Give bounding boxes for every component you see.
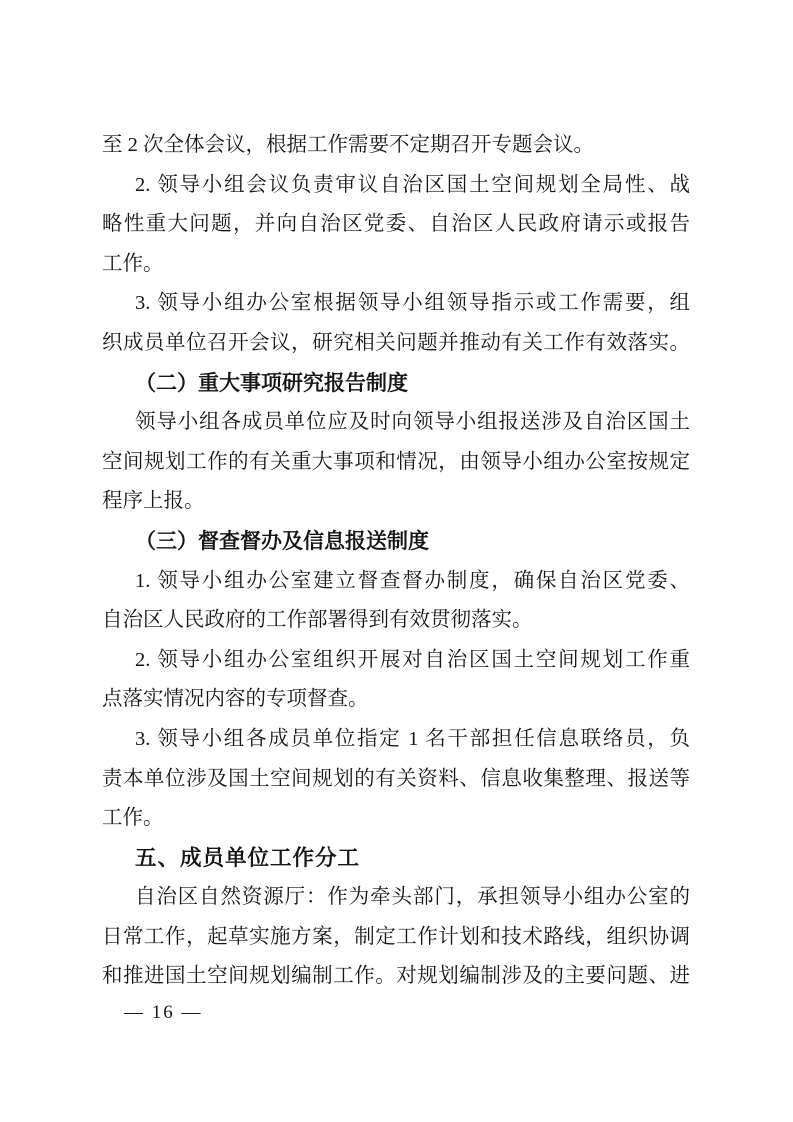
body-text-line: 和推进国土空间规划编制工作。对规划编制涉及的主要问题、进: [102, 965, 690, 988]
body-text-line: 点落实情况内容的专项督查。: [102, 688, 369, 711]
body-text-line: 织成员单位召开会议，研究相关问题并推动有关工作有效落实。: [102, 331, 690, 354]
body-text-line: 程序上报。: [102, 490, 205, 513]
body-text-line: 责本单位涉及国土空间规划的有关资料、信息收集整理、报送等: [102, 767, 690, 790]
document-body: [102, 126, 690, 997]
body-text-line: 2. 领导小组会议负责审议自治区国土空间规划全局性、战: [135, 173, 690, 196]
body-text-line: 3. 领导小组各成员单位指定 1 名干部担任信息联络员，负: [135, 727, 690, 750]
body-text-line: 工作。: [102, 807, 164, 830]
body-text-line: 日常工作，起草实施方案，制定工作计划和技术路线，组织协调: [102, 925, 690, 948]
section-heading-5: 五、成员单位工作分工: [135, 845, 361, 870]
body-text-line: 自治区人民政府的工作部署得到有效贯彻落实。: [102, 609, 533, 632]
page-number: — 16 —: [124, 1002, 203, 1023]
body-text-line: 3. 领导小组办公室根据领导小组领导指示或工作需要，组: [135, 292, 690, 315]
body-text-line: 1. 领导小组办公室建立督查督办制度，确保自治区党委、: [135, 569, 690, 592]
body-text-line: 领导小组各成员单位应及时向领导小组报送涉及自治区国土: [135, 411, 690, 434]
body-text-line: 空间规划工作的有关重大事项和情况，由领导小组办公室按规定: [102, 450, 690, 473]
section-heading-3: （三）督查督办及信息报送制度: [135, 528, 429, 553]
body-text-line: 自治区自然资源厅：作为牵头部门，承担领导小组办公室的: [135, 886, 690, 909]
body-text-line: 工作。: [102, 252, 164, 275]
body-text-line: 2. 领导小组办公室组织开展对自治区国土空间规划工作重: [135, 648, 690, 671]
body-text-line: 至 2 次全体会议，根据工作需要不定期召开专题会议。: [102, 134, 594, 156]
body-text-line: 略性重大问题，并向自治区党委、自治区人民政府请示或报告: [102, 213, 690, 236]
section-heading-2: （二）重大事项研究报告制度: [135, 370, 408, 395]
